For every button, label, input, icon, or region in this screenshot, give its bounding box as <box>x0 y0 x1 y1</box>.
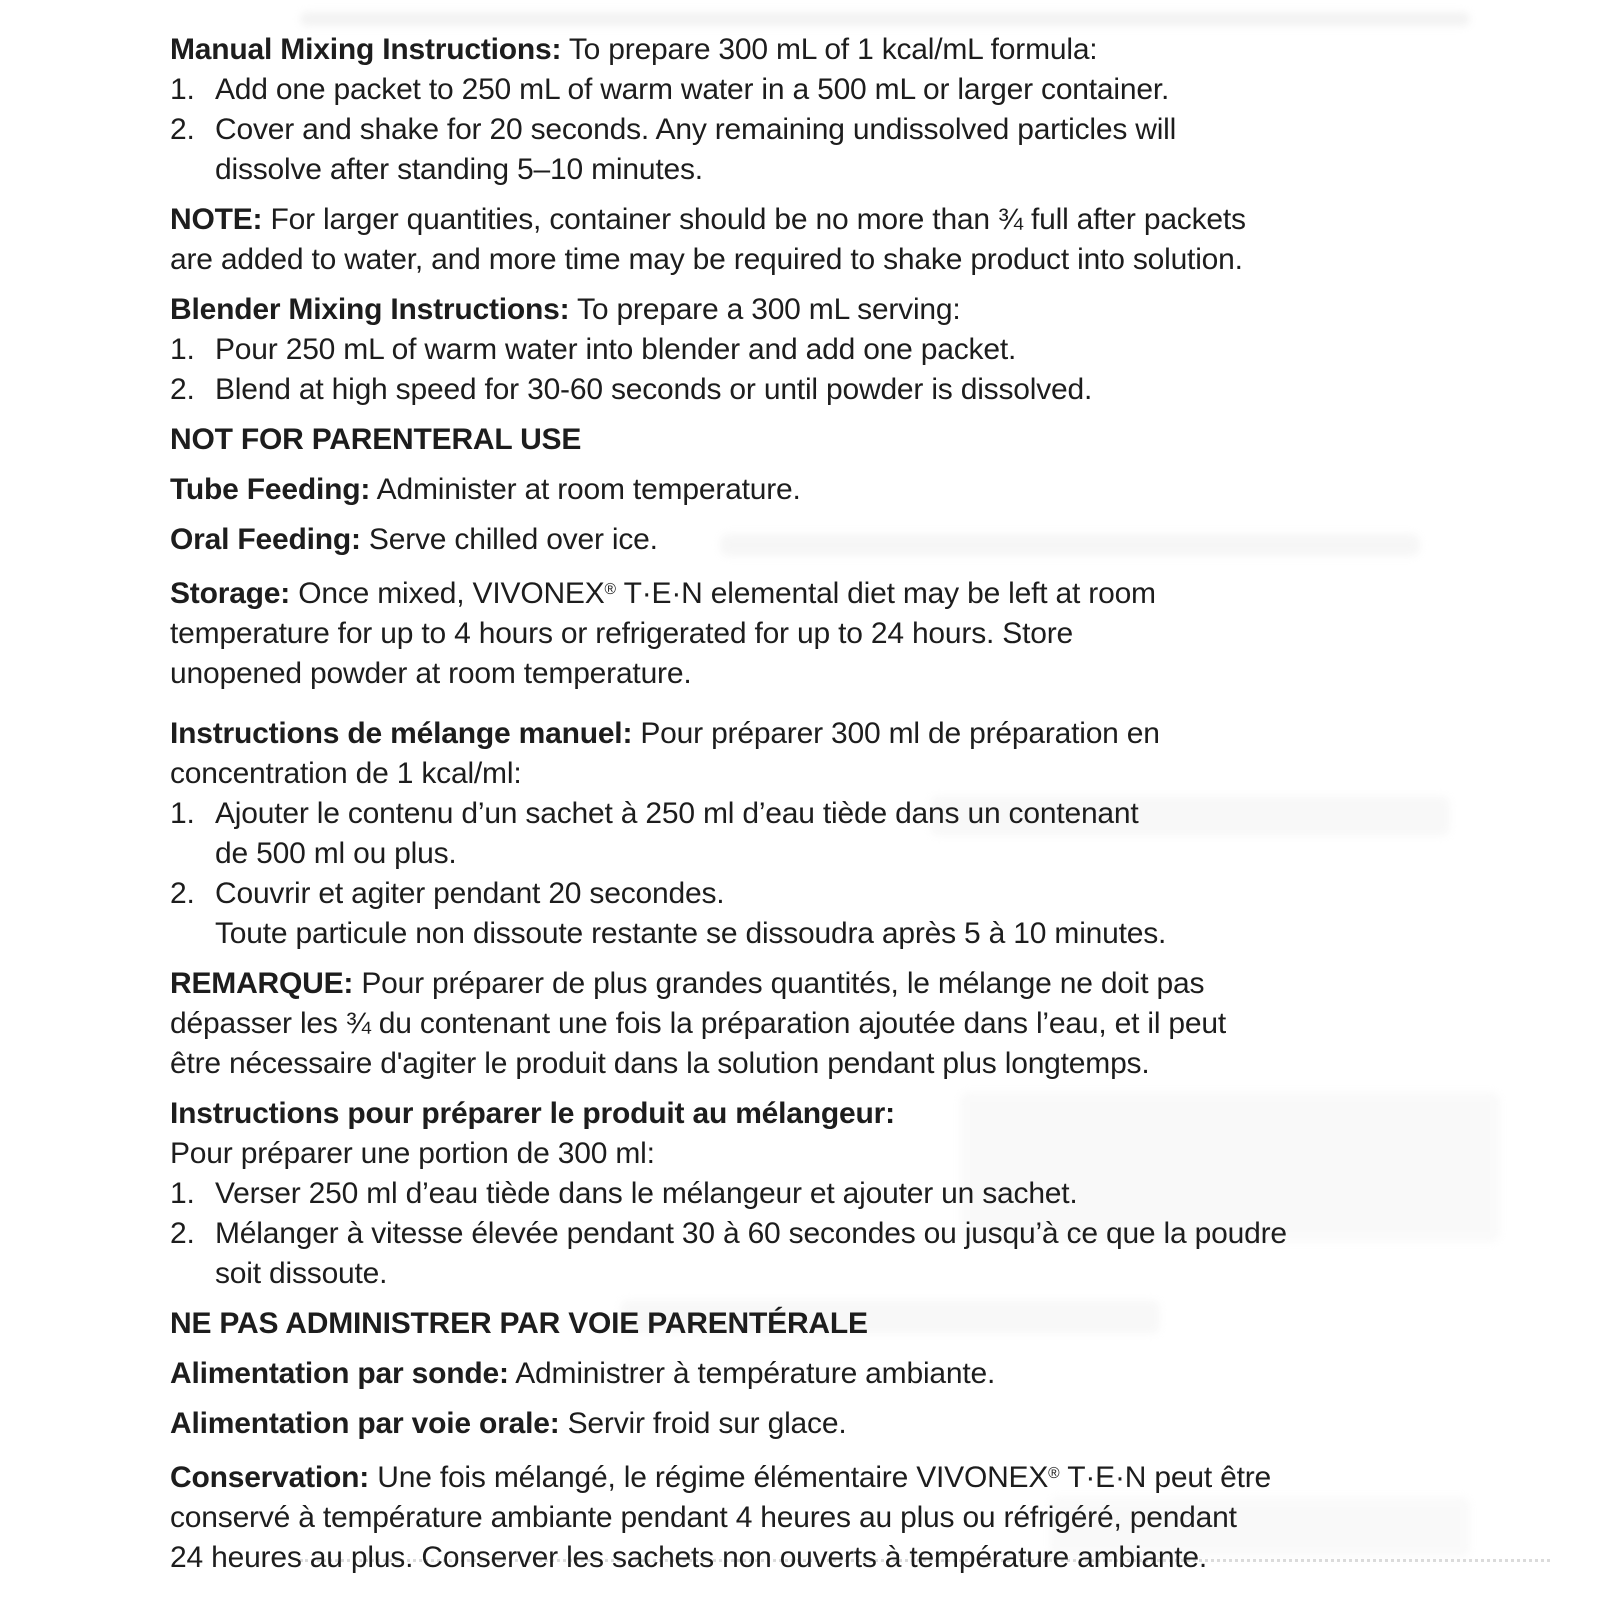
manual-mixing-steps <box>170 70 1460 190</box>
storage-line: temperature for up to 4 hours or refrigerated for up to 24 hours. Store <box>170 617 1073 650</box>
step-text <box>215 1174 1460 1214</box>
fr-blender-mixing-intro: Pour préparer une portion de 300 ml: <box>170 1137 655 1170</box>
storage-label: Storage: <box>170 577 291 610</box>
note-text: For larger quantities, container should be no more than ¾ full after packets <box>262 203 1246 236</box>
manual-mixing-label: Manual Mixing Instructions: <box>170 33 562 66</box>
fr-tube-feeding-label: Alimentation par sonde: <box>170 1357 509 1390</box>
storage-line: unopened powder at room temperature. <box>170 657 692 690</box>
tube-feeding-label: Tube Feeding: <box>170 473 371 506</box>
conservation-text: T·E·N peut être <box>1059 1461 1271 1494</box>
remarque-label: REMARQUE: <box>170 967 354 1000</box>
step-line: Ajouter le contenu d’un sachet à 250 ml d’eau tiède dans un contenant <box>215 797 1139 830</box>
step-text <box>215 1214 1460 1294</box>
step-number: 2. <box>170 1217 195 1250</box>
fr-oral-feeding-label: Alimentation par voie orale: <box>170 1407 560 1440</box>
step-text <box>215 370 1460 410</box>
step-number: 1. <box>170 333 195 366</box>
step-line: de 500 ml ou plus. <box>215 837 457 870</box>
storage-paragraph <box>170 570 1460 694</box>
fr-blender-mixing-steps <box>170 1174 1460 1294</box>
fr-manual-mixing-label: Instructions de mélange manuel: <box>170 717 633 750</box>
note-line: are added to water, and more time may be required to shake product into solution. <box>170 243 1243 276</box>
storage-text: T·E·N elemental diet may be left at room <box>616 577 1156 610</box>
fr-manual-mixing-heading <box>170 714 1460 794</box>
step-number: 2. <box>170 373 195 406</box>
step-number: 2. <box>170 877 195 910</box>
heading-line <box>170 30 1460 70</box>
fr-remarque-paragraph <box>170 964 1460 1084</box>
blender-mixing-label: Blender Mixing Instructions: <box>170 293 570 326</box>
step-line: dissolve after standing 5–10 minutes. <box>215 153 703 186</box>
remarque-line: dépasser les ¾ du contenant une fois la préparation ajoutée dans l’eau, et il peut <box>170 1007 1227 1040</box>
fr-tube-feeding-text: Administrer à température ambiante. <box>508 1357 996 1390</box>
remarque-line <box>170 964 1460 1004</box>
note-line <box>170 200 1460 240</box>
warning-line <box>170 1304 1460 1344</box>
fr-manual-mixing-intro: Pour préparer 300 ml de préparation en <box>632 717 1160 750</box>
manual-mixing-intro: To prepare 300 mL of 1 kcal/mL formula: <box>561 33 1098 66</box>
storage-text: Once mixed, VIVONEX <box>290 577 605 610</box>
step-line: Mélanger à vitesse élevée pendant 30 à 60 secondes ou jusqu’à ce que la poudre <box>215 1217 1287 1250</box>
step-text <box>215 70 1460 110</box>
step-line: Toute particule non dissoute restante se dissoudra après 5 à 10 minutes. <box>215 917 1167 950</box>
step-text <box>215 330 1460 370</box>
fr-oral-feeding-paragraph <box>170 1404 1460 1444</box>
step-line: soit dissoute. <box>215 1257 388 1290</box>
remarque-text: Pour préparer de plus grandes quantités, le mélange ne doit pas <box>353 967 1205 1000</box>
blender-step-2 <box>170 370 1460 410</box>
step-line: Couvrir et agiter pendant 20 secondes. <box>215 877 725 910</box>
conservation-line: conservé à température ambiante pendant 4 heures au plus ou réfrigéré, pendant <box>170 1501 1237 1534</box>
fr-blender-mixing-heading <box>170 1094 1460 1174</box>
conservation-line: 24 heures au plus. Conserver les sachets non ouverts à température ambiante. <box>170 1541 1208 1574</box>
manual-mixing-heading <box>170 30 1460 70</box>
heading-line <box>170 1094 1460 1134</box>
fr-conservation-paragraph <box>170 1454 1460 1578</box>
step-number: 1. <box>170 73 195 106</box>
parenteral-warning-text: NOT FOR PARENTERAL USE <box>170 423 582 456</box>
fr-tube-feeding-line <box>170 1354 1460 1394</box>
registered-mark-icon: ® <box>1048 1465 1060 1482</box>
fr-blender-mixing-label: Instructions pour préparer le produit au mélangeur: <box>170 1097 895 1130</box>
storage-line <box>170 570 1460 614</box>
conservation-label: Conservation: <box>170 1461 370 1494</box>
step-text <box>215 874 1460 954</box>
note-label: NOTE: <box>170 203 263 236</box>
remarque-line: être nécessaire d'agiter le produit dans la solution pendant plus longtemps. <box>170 1047 1150 1080</box>
blender-mixing-intro: To prepare a 300 mL serving: <box>569 293 961 326</box>
conservation-text: Une fois mélangé, le régime élémentaire VIVONEX <box>369 1461 1049 1494</box>
step-line: Blend at high speed for 30-60 seconds or until powder is dissolved. <box>215 373 1093 406</box>
conservation-line <box>170 1454 1460 1498</box>
tube-feeding-text: Administer at room temperature. <box>370 473 801 506</box>
fr-manual-step-1 <box>170 794 1460 874</box>
fr-manual-step-2 <box>170 874 1460 954</box>
tube-feeding-line <box>170 470 1460 510</box>
fr-parenteral-warning-text: NE PAS ADMINISTRER PAR VOIE PARENTÉRALE <box>170 1307 868 1340</box>
fr-blender-step-2 <box>170 1214 1460 1294</box>
step-text <box>215 110 1460 190</box>
oral-feeding-text: Serve chilled over ice. <box>360 523 658 556</box>
step-number: 1. <box>170 1177 195 1210</box>
fr-oral-feeding-text: Servir froid sur glace. <box>559 1407 847 1440</box>
registered-mark-icon: ® <box>604 581 617 598</box>
step-text <box>215 794 1460 874</box>
note-paragraph <box>170 200 1460 280</box>
fr-parenteral-warning <box>170 1304 1460 1344</box>
fr-blender-step-1 <box>170 1174 1460 1214</box>
parenteral-warning <box>170 420 1460 460</box>
step-line: Add one packet to 250 mL of warm water in a 500 mL or larger container. <box>215 73 1170 106</box>
manual-step-1 <box>170 70 1460 110</box>
warning-line <box>170 420 1460 460</box>
english-instructions <box>170 30 1460 694</box>
blender-step-1 <box>170 330 1460 370</box>
step-number: 2. <box>170 113 195 146</box>
fr-manual-mixing-steps <box>170 794 1460 954</box>
step-line: Verser 250 ml d’eau tiède dans le mélangeur et ajouter un sachet. <box>215 1177 1078 1210</box>
manual-step-2 <box>170 110 1460 190</box>
oral-feeding-paragraph <box>170 520 1460 560</box>
fr-oral-feeding-line <box>170 1404 1460 1444</box>
step-number: 1. <box>170 797 195 830</box>
heading-line <box>170 714 1460 754</box>
french-instructions <box>170 714 1460 1578</box>
blender-mixing-heading <box>170 290 1460 330</box>
oral-feeding-label: Oral Feeding: <box>170 523 361 556</box>
tube-feeding-paragraph <box>170 470 1460 510</box>
fr-tube-feeding-paragraph <box>170 1354 1460 1394</box>
step-line: Cover and shake for 20 seconds. Any remaining undissolved particles will <box>215 113 1177 146</box>
heading-line <box>170 290 1460 330</box>
fr-manual-mixing-intro-line2: concentration de 1 kcal/ml: <box>170 757 522 790</box>
blender-mixing-steps <box>170 330 1460 410</box>
oral-feeding-line <box>170 520 1460 560</box>
step-line: Pour 250 mL of warm water into blender and add one packet. <box>215 333 1017 366</box>
